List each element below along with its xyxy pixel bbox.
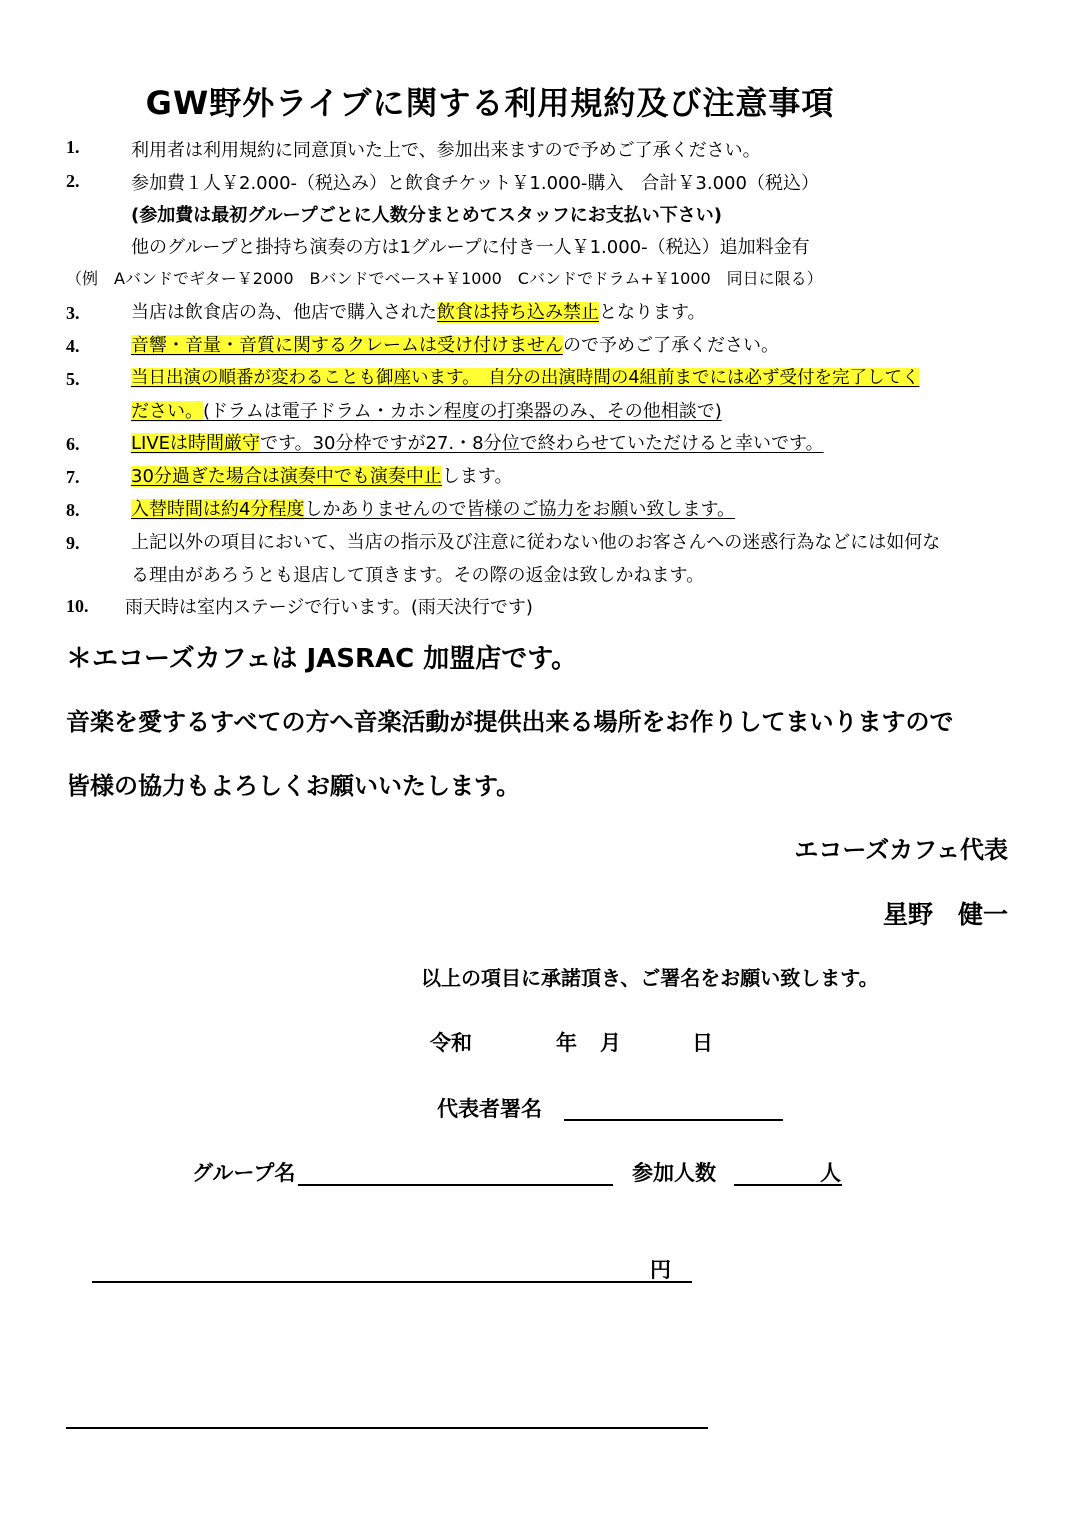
item-text: 参加費１人￥2.000-（税込み）と飲食チケット￥1.000-購入 合計￥3.000（税込） xyxy=(131,173,819,194)
message-line-2: 皆様の協力もよろしくお願いいたします。 xyxy=(66,772,521,800)
item-text: 上記以外の項目において、当店の指示及び注意に従わない他のお客さんへの迷惑行為などには如何な xyxy=(131,532,941,553)
item-number: 5. xyxy=(66,369,80,389)
item-text xyxy=(131,298,706,324)
highlight-text: 入替時間は約4分程度 xyxy=(131,499,305,520)
item-text-plain: です。30分枠ですが27.・8分位で終わらせていただけると幸いです。 xyxy=(260,433,824,454)
item-text-plain: 当店は飲食店の為、他店で購入された xyxy=(131,302,437,323)
group-name-label: グループ名 xyxy=(192,1161,296,1185)
item-number: 3. xyxy=(66,303,80,323)
signature-label: 代表者署名 xyxy=(437,1097,542,1121)
item-text-plain: となります。 xyxy=(599,302,706,323)
highlight-text: 当日出演の順番が変わることも御座います。 自分の出演時間の4組前までには必ず受付を完了してく xyxy=(131,368,920,388)
date-year: 年 xyxy=(556,1031,577,1055)
highlight-text: 飲食は持ち込み禁止 xyxy=(437,302,599,323)
representative-title: エコーズカフェ代表 xyxy=(794,836,1008,864)
item-text-plain: します。 xyxy=(441,466,513,487)
item-text-plain: しかありませんので皆様のご協力をお願い致します。 xyxy=(304,499,736,520)
item-number: 9. xyxy=(66,533,80,553)
item-text-plain: (ドラムは電子ドラム・カホン程度の打楽器のみ、その他相談で) xyxy=(203,401,722,422)
representative-name: 星野 健一 xyxy=(882,900,1008,929)
consent-text: 以上の項目に承諾頂き、ご署名をお願い致します。 xyxy=(421,966,879,990)
message-line-1: 音楽を愛するすべての方へ音楽活動が提供出来る場所をお作りしてまいりますので xyxy=(66,708,954,736)
item-text xyxy=(131,397,722,423)
highlight-text: 音響・音量・音質に関するクレームは受け付けません xyxy=(131,335,563,356)
yen-label: 円 xyxy=(650,1258,671,1282)
item-text: 雨天時は室内ステージで行います。(雨天決行です) xyxy=(125,597,533,618)
people-count-label: 参加人数 xyxy=(632,1161,716,1185)
item-number: 4. xyxy=(66,336,80,356)
highlight-text: ださい。 xyxy=(131,401,203,422)
item-number: 8. xyxy=(66,500,80,520)
amount-line[interactable] xyxy=(92,1281,692,1283)
group-name-line[interactable] xyxy=(298,1184,613,1186)
item-number: 7. xyxy=(66,467,80,487)
blank-line[interactable] xyxy=(66,1427,708,1429)
item-text xyxy=(131,429,824,455)
jasrac-notice: ＊エコーズカフェは JASRAC 加盟店です。 xyxy=(66,644,578,674)
item-number: 6. xyxy=(66,434,80,454)
people-unit: 人 xyxy=(820,1161,841,1185)
item-number: 1. xyxy=(66,137,80,157)
signature-line[interactable] xyxy=(564,1119,783,1121)
item-text: (参加費は最初グループごとに人数分まとめてスタッフにお支払い下さい) xyxy=(131,205,723,226)
date-month: 月 xyxy=(600,1031,621,1055)
item-text xyxy=(131,364,919,389)
item-number: 10. xyxy=(66,596,89,616)
date-era: 令和 xyxy=(430,1031,472,1055)
highlight-text: 30分過ぎた場合は演奏中でも演奏中止 xyxy=(131,466,442,487)
highlight-text: LIVEは時間厳守 xyxy=(131,433,261,454)
item-text-plain: ので予めご了承ください。 xyxy=(563,335,779,356)
item-text xyxy=(131,462,512,488)
item-text: 他のグループと掛持ち演奏の方は1グループに付き一人￥1.000-（税込）追加料金有 xyxy=(131,237,810,258)
item-text: る理由があろうとも退店して頂きます。その際の返金は致しかねます。 xyxy=(131,565,705,586)
date-day: 日 xyxy=(692,1031,713,1055)
item-text xyxy=(131,495,735,521)
item-number: 2. xyxy=(66,171,80,191)
item-text: 利用者は利用規約に同意頂いた上で、参加出来ますので予めご了承ください。 xyxy=(131,140,761,161)
item-text xyxy=(131,331,779,357)
page-title: GW野外ライブに関する利用規約及び注意事項 xyxy=(145,84,835,122)
item-example: （例 Aバンドでギター￥2000 Bバンドでベース+￥1000 Cバンドでドラム+￥1000 同日に限る） xyxy=(66,269,823,288)
